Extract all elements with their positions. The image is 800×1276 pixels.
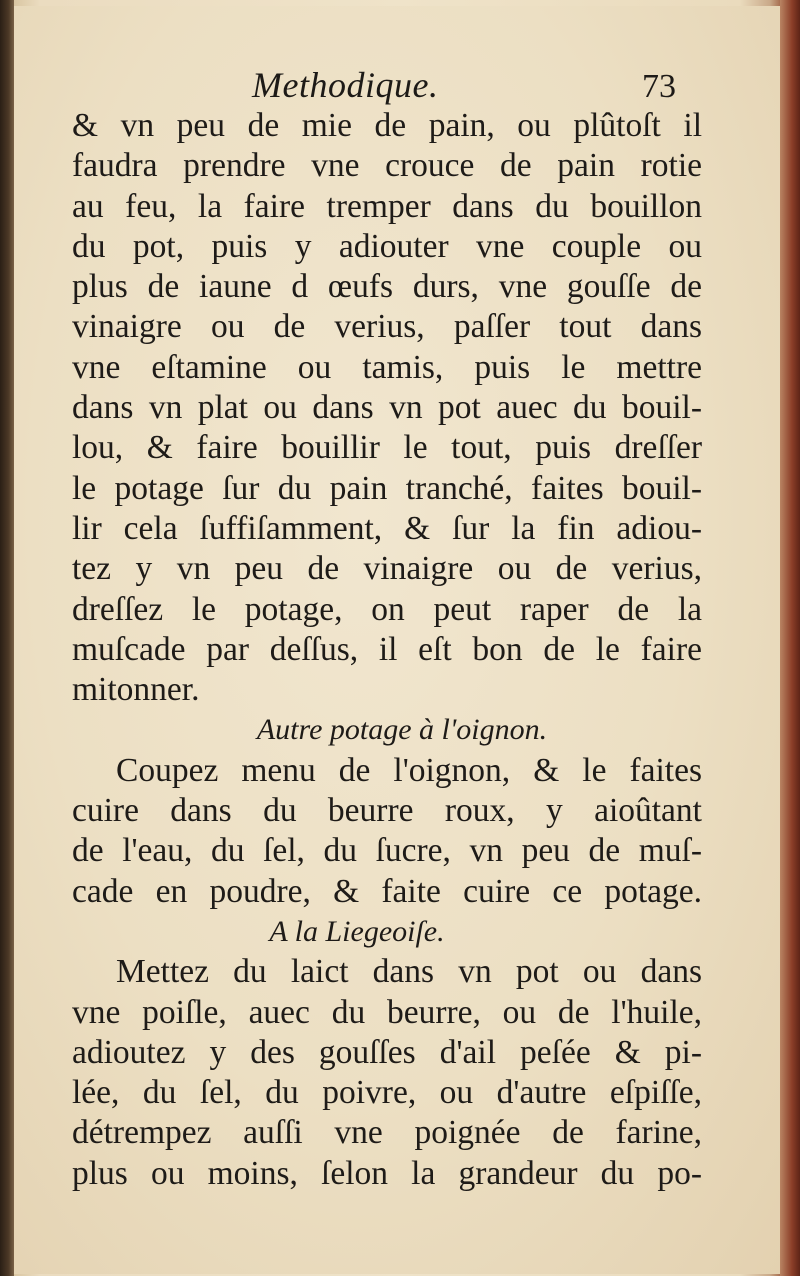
text-line: Coupez menu de l'oignon, & le faites — [116, 751, 702, 789]
section-heading-oignon: Autre potage à l'oignon. — [256, 713, 548, 747]
text-line: du pot, puis y adiouter vne couple ou — [72, 227, 702, 265]
text-line: mitonner. — [72, 671, 200, 709]
text-line: dans vn plat ou dans vn pot auec du bouil- — [72, 389, 702, 427]
page-text — [72, 106, 702, 1194]
section-heading-liegeoise: A la Liegeoiſe. — [269, 914, 445, 948]
running-head: Methodique. — [252, 65, 439, 105]
page-header — [14, 64, 780, 108]
text-line: muſcade par deſſus, il eſt bon de le faire — [72, 630, 702, 668]
page-number: 73 — [642, 68, 676, 105]
text-line: cade en poudre, & faite cuire ce potage. — [72, 872, 702, 910]
text-line: lou, & faire bouillir le tout, puis dreſſer — [72, 429, 702, 467]
text-line: adioutez y des gouſſes d'ail peſée & pi- — [72, 1033, 702, 1071]
book-page — [14, 6, 780, 1274]
text-line: faudra prendre vne crouce de pain rotie — [72, 147, 702, 185]
text-line: cuire dans du beurre roux, y aioûtant — [72, 792, 702, 830]
text-line: Mettez du laict dans vn pot ou dans — [116, 953, 702, 991]
text-line: de l'eau, du ſel, du ſucre, vn peu de muſ- — [72, 832, 702, 870]
text-line: au feu, la faire tremper dans du bouillon — [72, 187, 702, 225]
text-line: lée, du ſel, du poivre, ou d'autre eſpiſſe, — [72, 1074, 702, 1112]
text-line: vne poiſle, auec du beurre, ou de l'huile, — [72, 993, 702, 1031]
text-line: lir cela ſuffiſamment, & ſur la fin adiou- — [72, 509, 702, 547]
text-line: plus ou moins, ſelon la grandeur du po- — [72, 1154, 702, 1192]
text-line: vne eſtamine ou tamis, puis le mettre — [72, 348, 702, 386]
text-line: & vn peu de mie de pain, ou plûtoſt il — [72, 107, 702, 144]
text-line: le potage ſur du pain tranché, faites bouil- — [72, 469, 702, 507]
text-line: vinaigre ou de verius, paſſer tout dans — [72, 308, 702, 346]
text-line: détrempez auſſi vne poignée de farine, — [72, 1114, 702, 1152]
page-edge — [780, 0, 800, 1276]
text-line: plus de iaune d œufs durs, vne gouſſe de — [72, 268, 702, 306]
text-line: tez y vn peu de vinaigre ou de verius, — [72, 550, 702, 588]
book-spine — [0, 0, 14, 1276]
text-line: dreſſez le potage, on peut raper de la — [72, 590, 702, 628]
